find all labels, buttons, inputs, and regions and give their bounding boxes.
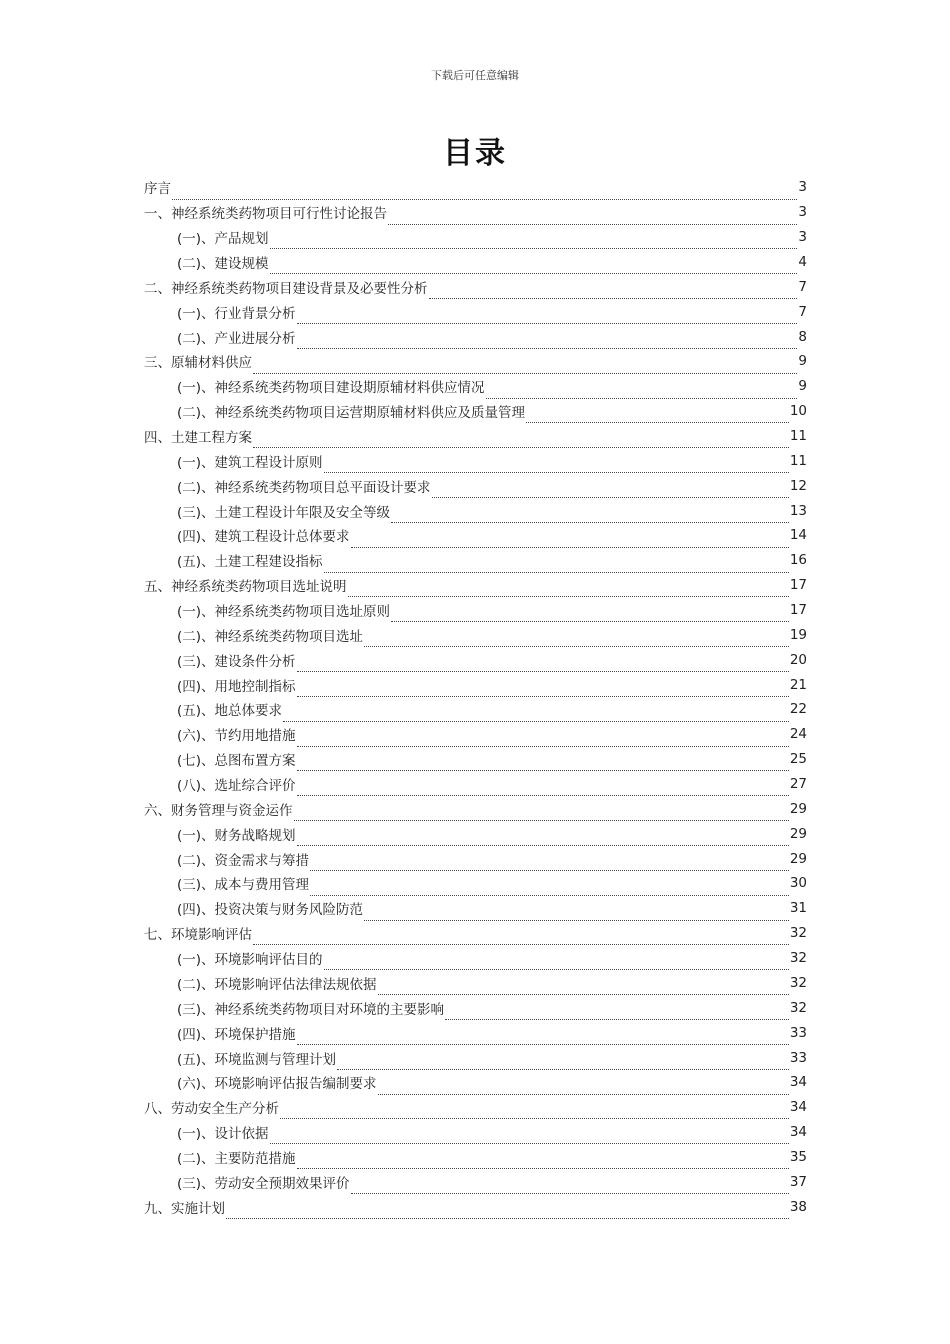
dot-leader <box>391 508 789 523</box>
toc-entry-label: (三)、建设条件分析 <box>177 653 296 670</box>
toc-entry[interactable] <box>144 324 807 349</box>
toc-entry[interactable] <box>144 871 807 896</box>
toc-entry[interactable] <box>144 722 807 747</box>
toc-entry-label: (四)、投资决策与财务风险防范 <box>177 902 364 919</box>
toc-entry-label: (四)、用地控制指标 <box>177 678 296 695</box>
toc-entry[interactable] <box>144 225 807 250</box>
toc-entry[interactable] <box>144 573 807 598</box>
toc-entry[interactable] <box>144 697 807 722</box>
toc-entry-page-number: 20 <box>789 651 807 668</box>
toc-entry-label: (二)、产业进展分析 <box>177 330 296 347</box>
dot-leader <box>297 334 798 349</box>
toc-entry-label: (一)、建筑工程设计原则 <box>177 454 323 471</box>
toc-entry-label: 二、神经系统类药物项目建设背景及必要性分析 <box>144 280 428 297</box>
toc-entry-label: (二)、神经系统类药物项目总平面设计要求 <box>177 479 431 496</box>
dot-leader <box>348 583 789 598</box>
dot-leader <box>297 757 789 772</box>
toc-entry[interactable] <box>144 1020 807 1045</box>
toc-entry[interactable] <box>144 523 807 548</box>
toc-entry-label: (一)、产品规划 <box>177 231 269 248</box>
toc-entry[interactable] <box>144 299 807 324</box>
dot-leader <box>391 608 789 623</box>
toc-entry-page-number: 3 <box>798 179 807 196</box>
toc-entry-label: 七、环境影响评估 <box>144 927 252 944</box>
dot-leader <box>297 1030 789 1045</box>
dot-leader <box>388 210 797 225</box>
toc-entry-label: (六)、节约用地措施 <box>177 728 296 745</box>
toc-entry-page-number: 32 <box>789 999 807 1016</box>
toc-entry-label: (一)、神经系统类药物项目选址原则 <box>177 604 391 621</box>
dot-leader <box>297 832 789 847</box>
toc-entry-label: 九、实施计划 <box>144 1200 225 1217</box>
toc-entry-page-number: 7 <box>798 303 807 320</box>
dot-leader <box>310 881 789 896</box>
toc-entry-page-number: 22 <box>789 701 807 718</box>
toc-entry-page-number: 14 <box>789 527 807 544</box>
toc-entry[interactable] <box>144 1169 807 1194</box>
toc-entry-page-number: 34 <box>789 1099 807 1116</box>
toc-entry[interactable] <box>144 473 807 498</box>
dot-leader <box>351 1180 789 1195</box>
toc-entry[interactable] <box>144 672 807 697</box>
toc-entry-label: 八、劳动安全生产分析 <box>144 1101 279 1118</box>
toc-entry[interactable] <box>144 374 807 399</box>
toc-entry-label: (四)、环境保护措施 <box>177 1026 296 1043</box>
toc-entry-page-number: 29 <box>789 850 807 867</box>
toc-entry-page-number: 38 <box>789 1198 807 1215</box>
toc-entry-page-number: 34 <box>789 1074 807 1091</box>
toc-entry-page-number: 17 <box>789 577 807 594</box>
toc-entry[interactable] <box>144 200 807 225</box>
toc-entry-label: (五)、地总体要求 <box>177 703 283 720</box>
dot-leader <box>253 931 789 946</box>
toc-entry-label: (一)、设计依据 <box>177 1126 269 1143</box>
toc-entry[interactable] <box>144 647 807 672</box>
toc-entry-page-number: 33 <box>789 1049 807 1066</box>
toc-entry[interactable] <box>144 548 807 573</box>
toc-entry-page-number: 33 <box>789 1024 807 1041</box>
toc-entry-page-number: 12 <box>789 477 807 494</box>
dot-leader <box>270 1130 789 1145</box>
dot-leader <box>297 682 789 697</box>
toc-entry-label: (二)、建设规模 <box>177 256 269 272</box>
toc-entry[interactable] <box>144 921 807 946</box>
toc-entry-label: (一)、神经系统类药物项目建设期原辅材料供应情况 <box>177 380 485 397</box>
toc-entry-label: 一、神经系统类药物项目可行性讨论报告 <box>144 206 387 223</box>
toc-entry[interactable] <box>144 821 807 846</box>
toc-entry-page-number: 3 <box>798 229 807 246</box>
toc-entry-label: 四、土建工程方案 <box>144 430 252 447</box>
toc-entry[interactable] <box>144 349 807 374</box>
toc-entry-label: 六、财务管理与资金运作 <box>144 802 293 819</box>
toc-entry-label: (三)、神经系统类药物项目对环境的主要影响 <box>177 1001 445 1018</box>
toc-entry-page-number: 9 <box>798 353 807 370</box>
dot-leader <box>378 981 789 996</box>
toc-entry-page-number: 11 <box>789 452 807 469</box>
toc-entry[interactable] <box>144 598 807 623</box>
toc-entry-page-number: 3 <box>798 204 807 221</box>
dot-leader <box>270 260 798 275</box>
dot-leader <box>526 409 789 424</box>
dot-leader <box>280 1105 789 1120</box>
toc-entry-page-number: 35 <box>789 1148 807 1165</box>
toc-entry[interactable] <box>144 424 807 449</box>
dot-leader <box>297 658 789 673</box>
toc-entry-page-number: 30 <box>789 875 807 892</box>
toc-entry[interactable] <box>144 399 807 424</box>
toc-entry-page-number: 25 <box>789 751 807 768</box>
toc-entry[interactable] <box>144 896 807 921</box>
dot-leader <box>283 707 789 722</box>
dot-leader <box>270 235 798 250</box>
toc-entry-label: (八)、选址综合评价 <box>177 778 296 795</box>
toc-entry-page-number: 10 <box>789 403 807 420</box>
toc-entry-label: (三)、劳动安全预期效果评价 <box>177 1175 350 1192</box>
dot-leader <box>429 285 798 300</box>
toc-entry[interactable] <box>144 747 807 772</box>
dot-leader <box>364 906 789 921</box>
toc-entry-page-number: 8 <box>798 328 807 345</box>
dot-leader <box>226 1204 789 1219</box>
toc-entry[interactable] <box>144 995 807 1020</box>
toc-entry-page-number: 31 <box>789 900 807 917</box>
dot-leader <box>297 1155 789 1170</box>
dot-leader <box>351 533 789 548</box>
toc-entry-label: (五)、土建工程建设指标 <box>177 554 323 571</box>
dot-leader <box>364 633 789 648</box>
toc-entry-page-number: 24 <box>789 726 807 743</box>
toc-entry[interactable] <box>144 846 807 871</box>
toc-entry-label: (七)、总图布置方案 <box>177 753 296 770</box>
dot-leader <box>378 1080 789 1095</box>
toc-entry[interactable] <box>144 971 807 996</box>
toc-entry-label: (二)、神经系统类药物项目运营期原辅材料供应及质量管理 <box>177 405 526 422</box>
toc-entry-page-number: 32 <box>789 925 807 942</box>
toc-entry[interactable] <box>144 772 807 797</box>
dot-leader <box>324 459 789 474</box>
toc-entry[interactable] <box>144 622 807 647</box>
dot-leader <box>310 856 789 871</box>
toc-entry-page-number: 9 <box>798 378 807 395</box>
dot-leader <box>337 1055 789 1070</box>
dot-leader <box>253 434 789 449</box>
toc-entry-page-number: 4 <box>798 254 807 270</box>
toc-entry-label: (二)、资金需求与筹措 <box>177 852 310 869</box>
toc-entry-label: (三)、土建工程设计年限及安全等级 <box>177 504 391 521</box>
toc-entry-page-number: 32 <box>789 974 807 991</box>
toc-entry[interactable] <box>144 1194 807 1219</box>
toc-entry-label: (一)、财务战略规划 <box>177 827 296 844</box>
toc-entry-page-number: 29 <box>789 825 807 842</box>
dot-leader <box>172 185 797 200</box>
toc-entry[interactable] <box>144 250 807 275</box>
toc-entry-page-number: 34 <box>789 1124 807 1141</box>
toc-entry[interactable] <box>144 946 807 971</box>
dot-leader <box>324 558 789 573</box>
dot-leader <box>253 359 797 374</box>
toc-entry-label: 序言 <box>144 181 171 198</box>
toc-entry[interactable] <box>144 1120 807 1145</box>
toc-entry-label: 三、原辅材料供应 <box>144 355 252 372</box>
dot-leader <box>297 309 798 324</box>
dot-leader <box>445 1006 789 1021</box>
toc-entry[interactable] <box>144 1045 807 1070</box>
toc-entry-page-number: 37 <box>789 1173 807 1190</box>
toc-entry-page-number: 19 <box>789 626 807 643</box>
toc-entry-label: 五、神经系统类药物项目选址说明 <box>144 579 347 596</box>
page-title: 目录 <box>443 136 507 171</box>
toc-entry-page-number: 32 <box>789 950 807 967</box>
dot-leader <box>432 483 789 498</box>
toc-entry-page-number: 13 <box>789 502 807 519</box>
toc-entry-label: (二)、主要防范措施 <box>177 1150 296 1167</box>
toc-entry-label: (四)、建筑工程设计总体要求 <box>177 529 350 546</box>
toc-entry-label: (六)、环境影响评估报告编制要求 <box>177 1076 377 1093</box>
toc-entry-page-number: 7 <box>798 278 807 295</box>
table-of-contents <box>144 175 807 1219</box>
toc-entry-page-number: 29 <box>789 800 807 817</box>
toc-entry[interactable] <box>144 274 807 299</box>
dot-leader <box>297 782 789 797</box>
toc-entry[interactable] <box>144 1145 807 1170</box>
toc-entry[interactable] <box>144 1070 807 1095</box>
dot-leader <box>324 956 789 971</box>
dot-leader <box>486 384 798 399</box>
toc-entry-label: (二)、环境影响评估法律法规依据 <box>177 976 377 993</box>
toc-entry[interactable] <box>144 498 807 523</box>
toc-entry[interactable] <box>144 796 807 821</box>
header-note: 下载后可任意编辑 <box>431 69 519 82</box>
toc-entry[interactable] <box>144 1095 807 1120</box>
toc-entry-page-number: 11 <box>789 428 807 445</box>
toc-entry-label: (一)、行业背景分析 <box>177 305 296 322</box>
toc-entry-label: (二)、神经系统类药物项目选址 <box>177 628 364 645</box>
toc-entry-page-number: 21 <box>789 676 807 693</box>
toc-entry-page-number: 27 <box>789 776 807 793</box>
toc-entry[interactable] <box>144 175 807 200</box>
dot-leader <box>294 807 789 822</box>
toc-entry-page-number: 17 <box>789 602 807 619</box>
toc-entry-label: (五)、环境监测与管理计划 <box>177 1051 337 1068</box>
toc-entry-page-number: 16 <box>789 552 807 569</box>
toc-entry[interactable] <box>144 448 807 473</box>
toc-entry-label: (三)、成本与费用管理 <box>177 877 310 894</box>
dot-leader <box>297 732 789 747</box>
toc-entry-label: (一)、环境影响评估目的 <box>177 952 323 969</box>
